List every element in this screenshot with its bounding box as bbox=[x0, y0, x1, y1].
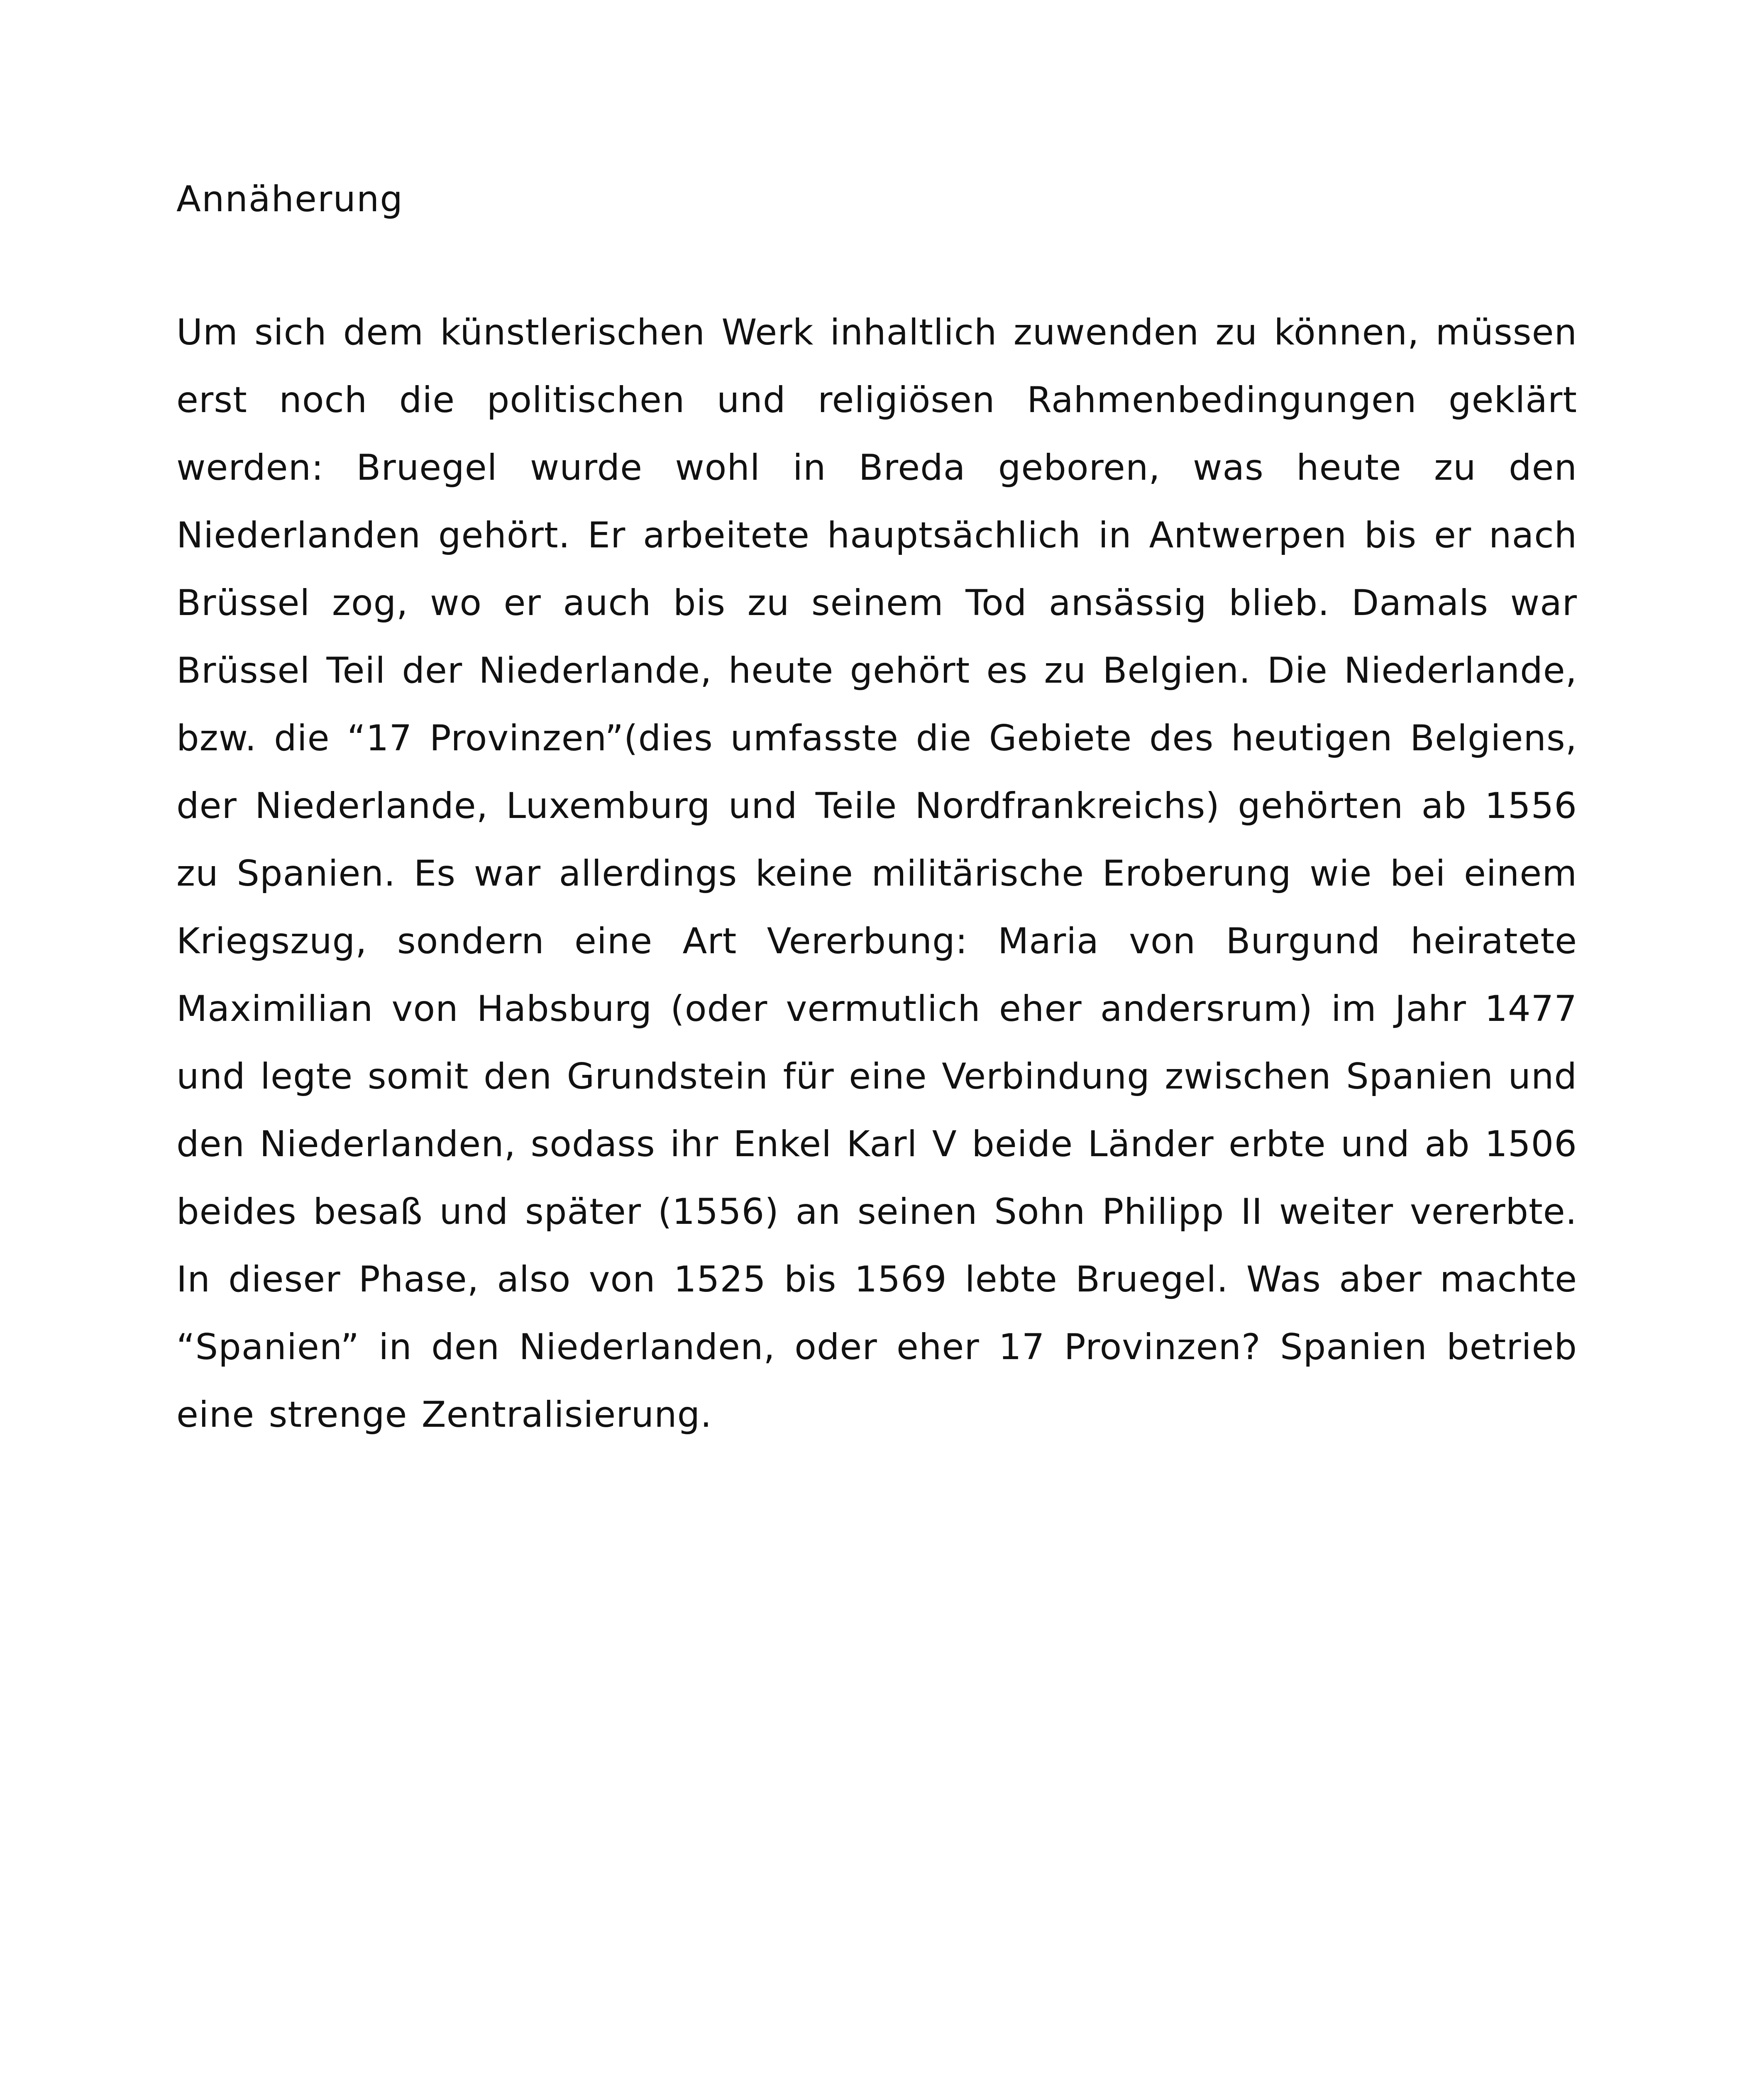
section-heading: Annäherung bbox=[176, 178, 403, 220]
body-paragraph: Um sich dem künstlerischen Werk inhaltlich zuwenden zu können, müssen erst noch die politischen und religiösen Rahmenbedingungen geklärt werden: Bruegel wurde wohl in Breda geboren, was heute zu den Niederlanden gehört. Er arbeitete hauptsächlich in Antwerpen bis er nach Brüssel zog, wo er auch bis zu seinem Tod ansässig blieb. Damals war Brüssel Teil der Niederlande, heute gehört es zu Belgien. Die Niederlande, bzw. die “17 Provinzen”(dies umfasste die Gebiete des heutigen Belgiens, der Niederlande, Luxemburg und Teile Nordfrankreichs) gehörten ab 1556 zu Spanien. Es war allerdings keine militärische Eroberung wie bei einem Kriegszug, sondern eine Art Vererbung: Maria von Burgund heiratete Maximilian von Habsburg (oder vermutlich eher andersrum) im Jahr 1477 und legte somit den Grundstein für eine Verbindung zwischen Spanien und den Niederlanden, sodass ihr Enkel Karl V beide Länder erbte und ab 1506 beides besaß und später (1556) an seinen Sohn Philipp II weiter vererbte. In dieser Phase, also von 1525 bis 1569 lebte Bruegel. Was aber machte “Spanien” in den Niederlanden, oder eher 17 Provinzen? Spanien betrieb eine strenge Zentralisierung. bbox=[176, 312, 1577, 1435]
